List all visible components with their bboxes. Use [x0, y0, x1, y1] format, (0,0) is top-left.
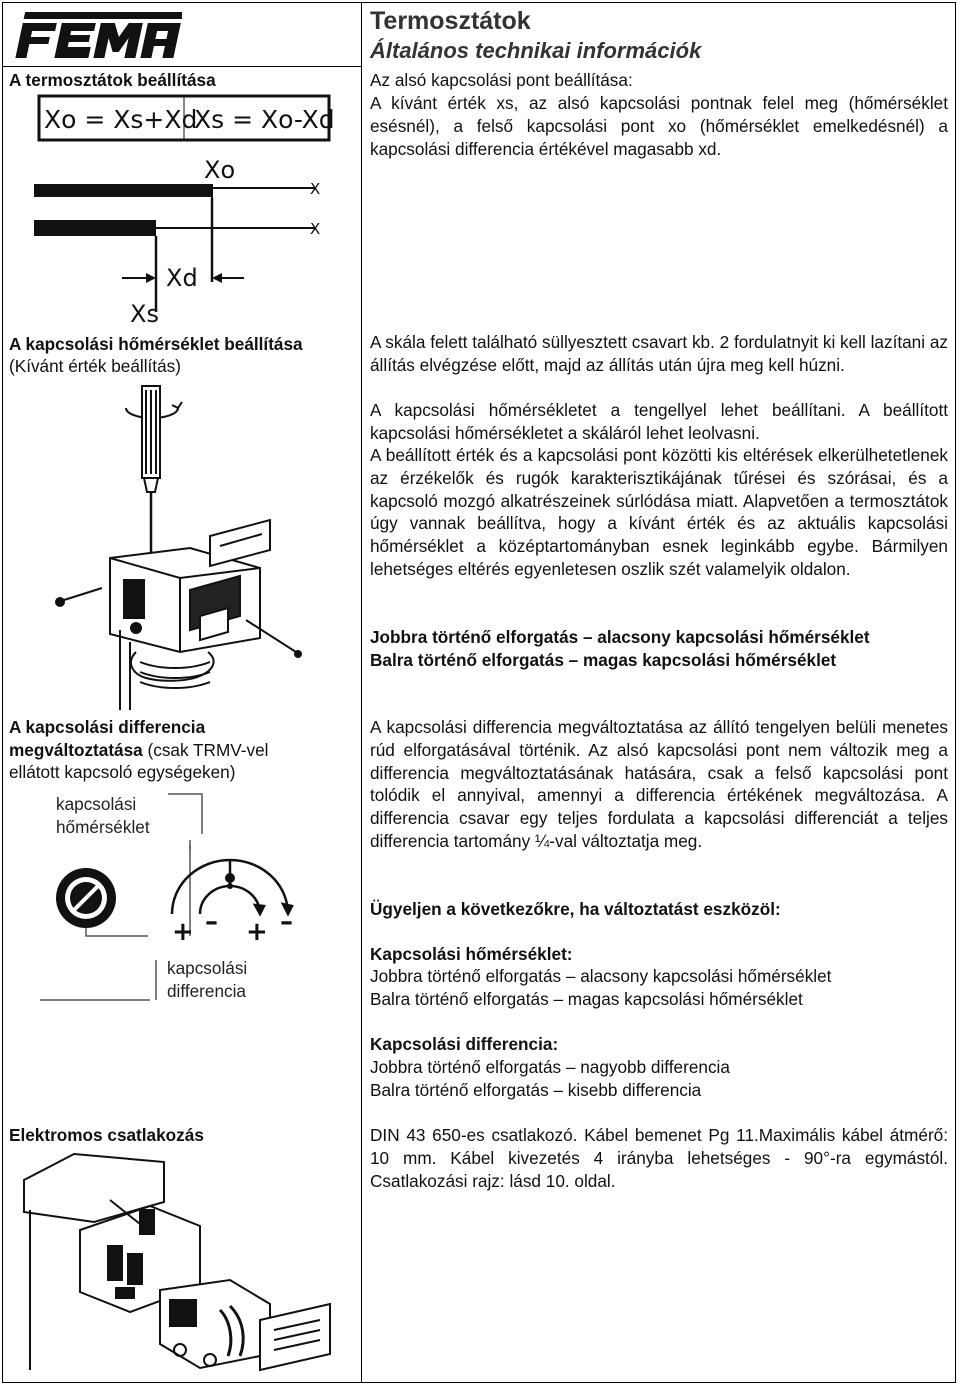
switch-temp-section-subtitle: (Kívánt érték beállítás) [9, 356, 181, 376]
dial-minus-2: – [280, 907, 293, 937]
differential-dial-diagram [40, 790, 340, 1005]
dial-minus-1: – [205, 907, 218, 937]
label-x1: X [310, 180, 321, 198]
differential-title-rest: (csak TRMV-vel [142, 739, 269, 760]
electric-body: DIN 43 650-es csatlakozó. Kábel bemenet Pg 11.Maximális kábel átmérő: 10 mm. Kábel kivezetés 4 irányba lehetséges - 90°-ra egymástól. Csatlakozási rajz: lásd 10. oldal. [370, 1125, 948, 1191]
connector-illustration [20, 1150, 350, 1380]
switch-temp-bold-2: Balra történő elforgatás – magas kapcsolási hőmérséklet [370, 650, 837, 670]
label-switch-temp-line-2: hőmérséklet [56, 816, 150, 837]
diff-change-heading: Kapcsolási differencia: [370, 1034, 559, 1054]
page-title: Termosztátok [370, 7, 531, 35]
column-divider [361, 2, 362, 1383]
thermostat-screwdriver-illustration [40, 380, 330, 710]
label-xo: Xo [204, 156, 236, 184]
differential-notice: Ügyeljen a következőkre, ha változtatást eszközöl: [370, 899, 781, 919]
electric-section-title: Elektromos csatlakozás [9, 1125, 204, 1145]
switchpoint-diagram-graphic [34, 92, 334, 332]
switch-temp-para-3: A beállított érték és a kapcsolási pont közötti kis eltérések elkerülhetetlenek az érzékelők és rugók karakterisztikájának tűrései és szórásai, és a kapcsoló mozgó alkatrészeinek súrlódása miatt. Alapvetően a termosztátok úgy vannak beállítva, hogy a kívánt érték és az aktuális kapcsolási hőmérséklet a középtartományban esnek leginkább egybe. Bármilyen lehetséges eltérés egyenletesen oszlik szét valamelyik oldalon. [370, 445, 948, 579]
differential-title-bold-2: megváltoztatása [9, 739, 143, 760]
dial-plus-1: + [172, 917, 194, 947]
label-switch-temp-line-1: kapcsolási [56, 794, 137, 814]
formula-2: Xs = Xo-Xd [194, 105, 334, 134]
label-switch-diff-line-1: kapcsolási [167, 958, 248, 978]
label-x2: X [310, 220, 321, 238]
switch-temp-section-title: A kapcsolási hőmérséklet beállítása [9, 334, 303, 354]
differential-section-title [9, 716, 354, 784]
setting-section-title: A termosztátok beállítása [9, 70, 216, 90]
label-xs: Xs [130, 300, 159, 328]
label-switch-diff-line-2: differencia [167, 980, 246, 1001]
dial-plus-2: + [246, 917, 268, 947]
temp-change-heading: Kapcsolási hőmérséklet: [370, 944, 573, 964]
page-subtitle: Általános technikai információk [370, 38, 702, 63]
fema-logo [10, 8, 182, 62]
connector-graphic [20, 1150, 350, 1380]
switch-temp-para-1: A skála felett található süllyesztett csavart kb. 2 fordulatnyit ki kell lazítani az állítás elvégzése előtt, majd az állítás után újra meg kell húzni. [370, 332, 948, 375]
switch-temp-bold-1: Jobbra történő elforgatás – alacsony kapcsolási hőmérséklet [370, 627, 870, 647]
logo-divider [2, 66, 362, 67]
differential-title-line-3: ellátott kapcsoló egységeken) [9, 762, 236, 782]
thermostat-screwdriver-graphic [40, 380, 330, 710]
differential-title-bold-1: A kapcsolási differencia [9, 717, 206, 737]
switchpoint-diagram [34, 92, 334, 332]
differential-dial-graphic [40, 790, 340, 1005]
differential-para: A kapcsolási differencia megváltoztatása az állító tengelyen belüli menetes rúd elforgatásával történik. Az alsó kapcsolási pont nem változik meg a differencia megváltoztatásának hatására, csak a felső kapcsolási pont tolódik el annyival, amennyi a differencia értékének megváltozása. A differencia csavar egy teljes fordulata a kapcsolási differenciát a teljes differencia tartomány ¼-val változtatja meg. [370, 717, 948, 851]
formula-1: Xo = Xs+Xd [44, 105, 198, 134]
temp-change-line-2: Balra történő elforgatás – magas kapcsolási hőmérséklet [370, 989, 803, 1009]
switch-temp-para-2: A kapcsolási hőmérsékletet a tengellyel lehet beállítani. A beállított kapcsolási hőmérsékletet a skáláról lehet leolvasni. [370, 400, 948, 443]
fema-logo-graphic [10, 8, 182, 62]
diff-change-line-2: Balra történő elforgatás – kisebb differencia [370, 1080, 702, 1100]
temp-change-line-1: Jobbra történő elforgatás – alacsony kapcsolási hőmérséklet [370, 966, 832, 986]
diff-change-line-1: Jobbra történő elforgatás – nagyobb differencia [370, 1057, 730, 1077]
setting-right-title: Az alsó kapcsolási pont beállítása: [370, 70, 633, 90]
label-xd: Xd [166, 264, 198, 292]
setting-right-body: A kívánt érték xs, az alsó kapcsolási pontnak felel meg (hőmérséklet esésnél), a felső kapcsolási pont xo (hőmérséklet emelkedésnél) a kapcsolási differencia értékével magasabb xd. [370, 93, 948, 159]
